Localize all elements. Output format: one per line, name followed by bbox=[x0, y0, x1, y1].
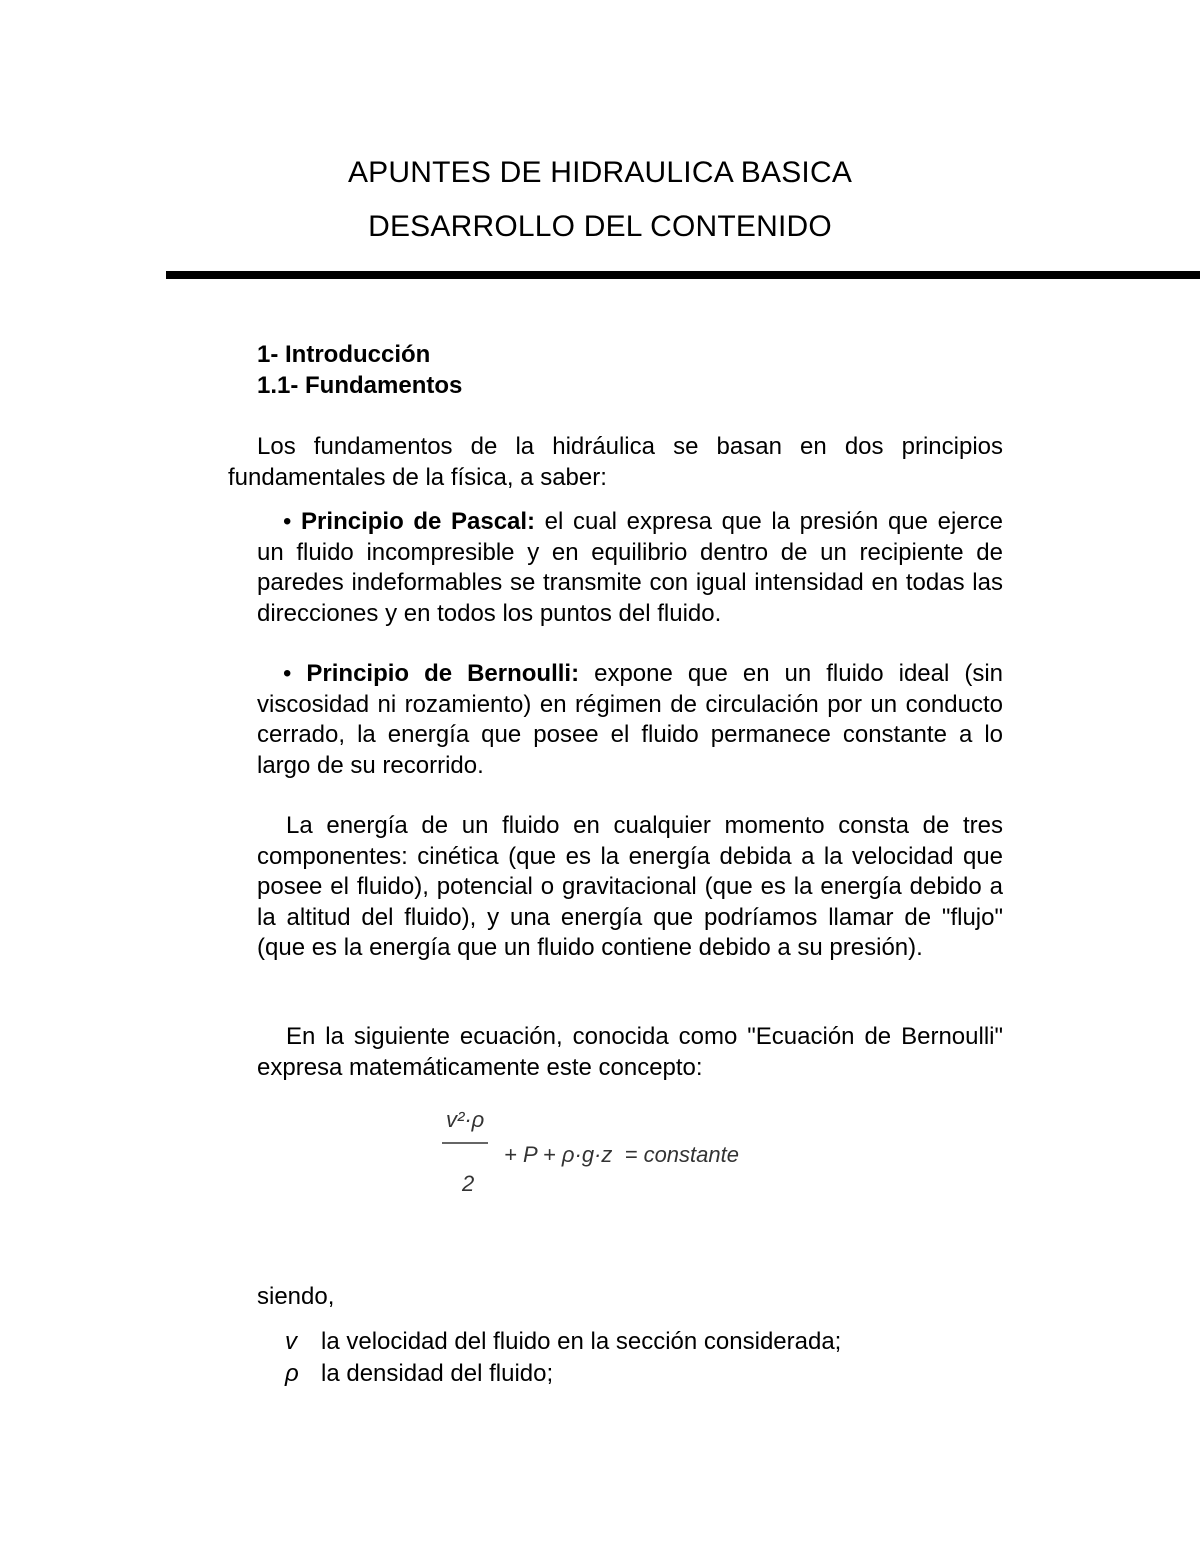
equation-rest: + P + ρ·g·z = constante bbox=[504, 1142, 739, 1167]
bullet-pascal-text: el cual expresa que la presión que ejerce un fluido incompresible y en equilibrio dentro de un recipiente de paredes indeformables se transmite con igual intensidad en todas las direcciones y en todos los puntos del fluido. bbox=[257, 508, 1003, 627]
bullet-bernoulli bbox=[257, 659, 1003, 781]
bullet-marker: • bbox=[283, 508, 292, 535]
equation-intro-text: En la siguiente ecuación, conocida como "Ecuación de Bernoulli" expresa matemáticamente este concepto: bbox=[257, 1023, 1003, 1081]
bernoulli-equation bbox=[440, 1105, 840, 1205]
definition-text: la densidad del fluido; bbox=[321, 1360, 554, 1387]
bullet-bernoulli-label: Principio de Bernoulli: bbox=[306, 660, 580, 687]
equation-denominator: 2 bbox=[462, 1171, 475, 1196]
document-subtitle: DESARROLLO DEL CONTENIDO bbox=[368, 210, 832, 243]
equation-intro-paragraph bbox=[257, 1022, 1003, 1083]
document-title: APUNTES DE HIDRAULICA BASICA bbox=[347, 156, 853, 189]
siendo-label: siendo, bbox=[257, 1283, 335, 1310]
definition-item bbox=[285, 1328, 841, 1356]
fraction-bar bbox=[442, 1142, 488, 1144]
intro-line-1: Los fundamentos de la hidráulica se basan en dos principios bbox=[257, 433, 1003, 460]
equation-numerator: v²·ρ bbox=[446, 1107, 485, 1132]
subsection-heading: 1.1- Fundamentos bbox=[257, 372, 463, 399]
section-heading: 1- Introducción bbox=[257, 341, 431, 368]
intro-line-2: fundamentales de la física, a saber: bbox=[228, 463, 607, 491]
bullet-pascal-label: Principio de Pascal: bbox=[301, 508, 536, 535]
intro-paragraph bbox=[228, 432, 1003, 493]
definition-text: la velocidad del fluido en la sección considerada; bbox=[321, 1328, 842, 1355]
bullet-pascal bbox=[257, 507, 1003, 629]
energy-paragraph-text: La energía de un fluido en cualquier momento consta de tres componentes: cinética (que es la energía debida a la velocidad que posee el fluido), potencial o gravitacional (que es la energía debido a la altitud del fluido), y una energía que podríamos llamar de "flujo" (que es la energía que un fluido contiene debido a su presión). bbox=[257, 812, 1003, 962]
bullet-marker: • bbox=[283, 660, 292, 687]
title-divider bbox=[166, 271, 1200, 279]
definition-symbol: v bbox=[285, 1328, 297, 1355]
bullet-bernoulli-text: expone que en un fluido ideal (sin viscosidad ni rozamiento) en régimen de circulación por un conducto cerrado, la energía que posee el fluido permanece constante a lo largo de su recorrido. bbox=[257, 660, 1003, 779]
definition-symbol: ρ bbox=[285, 1360, 299, 1387]
energy-paragraph bbox=[257, 811, 1003, 964]
definition-item bbox=[285, 1360, 553, 1388]
